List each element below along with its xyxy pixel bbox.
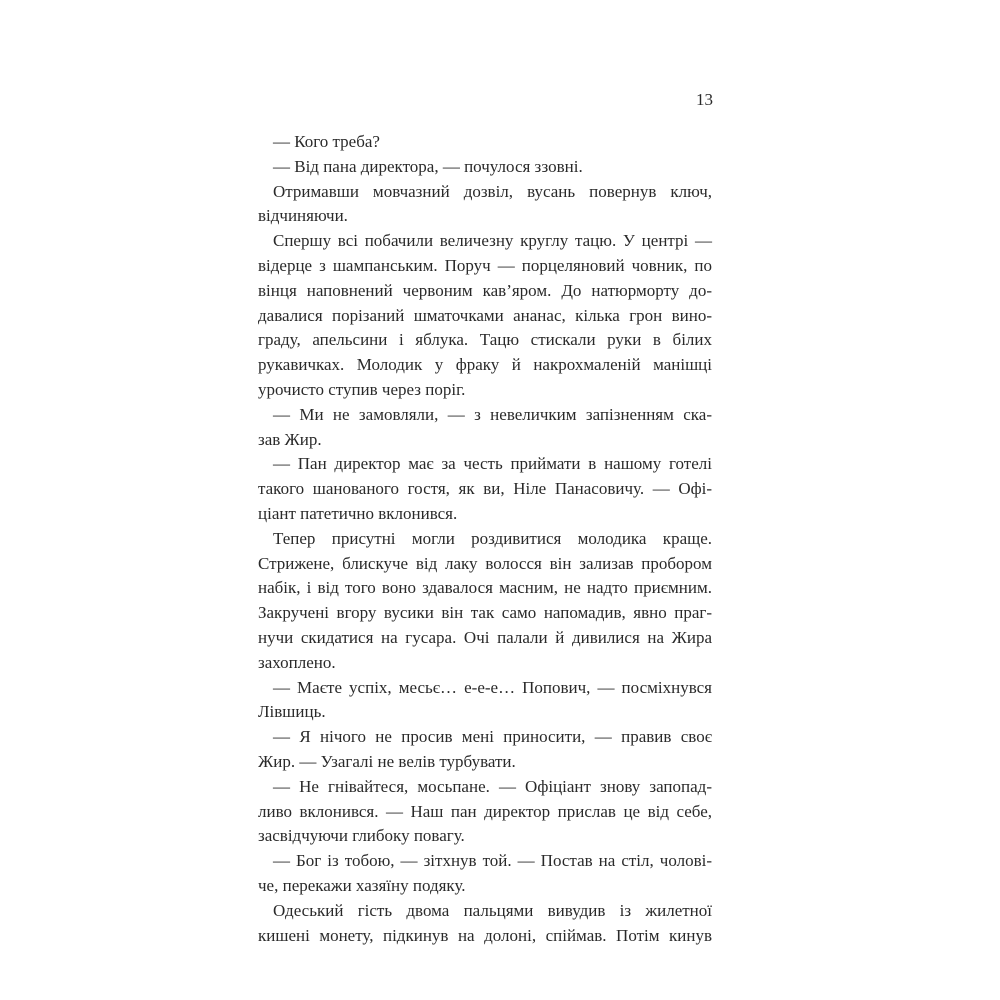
text-line: граду, апельсини і яблука. Тацю стискали руки в білих [258, 330, 712, 350]
text-line: Стрижене, блискуче від лаку волосся він зализав пробором [258, 553, 712, 573]
text-line: Одеський гість двома пальцями вивудив із жилетної [273, 900, 712, 920]
text-line: — Ми не замовляли, — з невеличким запізненням ска- [273, 404, 712, 424]
text-line: відчиняючи. [258, 206, 348, 226]
text-line: захоплено. [258, 652, 336, 672]
text-line: відерце з шампанським. Поруч — порцеляновий човник, по [258, 255, 712, 275]
text-line: че, перекажи хазяїну подяку. [258, 875, 466, 895]
text-line: — Бог із тобою, — зітхнув той. — Постав на стіл, чолові- [273, 851, 712, 871]
text-line: — Пан директор має за честь приймати в нашому готелі [273, 454, 712, 474]
text-line: Спершу всі побачили величезну круглу тацю. У центрі — [273, 231, 712, 251]
text-line: Закручені вгору вусики він так само напомадив, явно праг- [258, 603, 712, 623]
page-number: 13 [696, 90, 713, 109]
text-line: Жир. — Узагалі не велів турбувати. [258, 751, 516, 771]
text-line: ливо вклонився. — Наш пан директор прислав це від себе, [258, 801, 712, 821]
text-line: зав Жир. [258, 429, 322, 449]
text-line: набік, і від того воно здавалося масним, не надто приємним. [258, 578, 712, 598]
text-line: урочисто ступив через поріг. [258, 379, 466, 399]
text-line: — Я нічого не просив мені приносити, — правив своє [273, 727, 712, 747]
text-line: — Кого треба? [273, 132, 380, 151]
text-line: кишені монету, підкинув на долоні, спіймав. Потім кинув [258, 925, 712, 945]
text-line: — Маєте успіх, месьє… е-е-е… Попович, — посміхнувся [273, 677, 712, 697]
body-text [258, 130, 712, 948]
text-line: — Не гнівайтеся, мосьпане. — Офіціант знову запопад- [273, 776, 712, 796]
text-line: вінця наповнений червоним кав’яром. До натюрморту до- [258, 280, 712, 300]
text-line: ціант патетично вклонився. [258, 503, 458, 523]
text-line: Тепер присутні могли роздивитися молодика краще. [273, 528, 712, 548]
text-line: — Від пана директора, — почулося ззовні. [273, 156, 583, 176]
text-line: такого шанованого гостя, як ви, Ніле Панасовичу. — Офі- [258, 479, 712, 499]
text-line: давалися порізаний шматочками ананас, кілька грон вино- [258, 305, 712, 325]
text-line: нучи скидатися на гусара. Очі палали й дивилися на Жира [258, 627, 712, 647]
text-line: Лівшиць. [258, 702, 326, 722]
text-line: Отримавши мовчазний дозвіл, вусань повернув ключ, [273, 181, 712, 201]
text-line: засвідчуючи глибоку повагу. [258, 826, 465, 846]
text-line: рукавичках. Молодик у фраку й накрохмаленій манішці [258, 355, 712, 375]
